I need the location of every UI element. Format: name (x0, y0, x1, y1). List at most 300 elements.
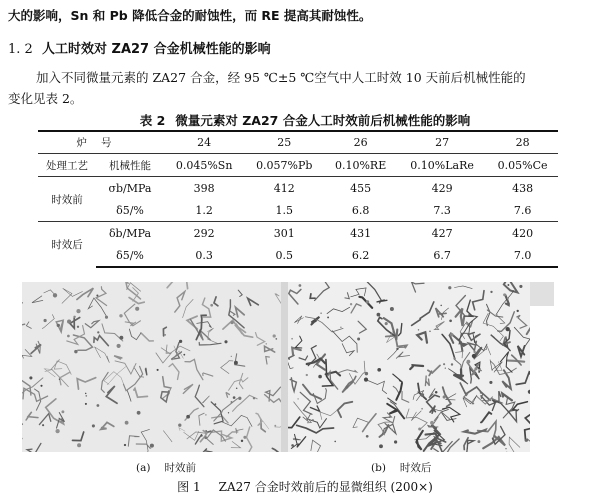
furnace-number: 28 (487, 131, 558, 154)
table-treatment-row (38, 154, 558, 177)
precipitate-dot (61, 410, 64, 413)
grain-boundary (129, 298, 144, 304)
precipitate-dot (273, 334, 276, 337)
grain-boundary (39, 414, 50, 425)
furnace-number: 24 (164, 131, 244, 154)
grain-boundary (202, 298, 210, 317)
grain-boundary (393, 374, 403, 382)
grain-boundary (320, 410, 337, 419)
value-cell: 7.3 (433, 203, 451, 217)
grain-boundary (428, 365, 440, 373)
grain-boundary (167, 282, 187, 289)
precipitate-dot (477, 440, 480, 443)
precipitate-dot (306, 374, 308, 376)
precipitate-dot (291, 338, 293, 340)
value-cell: 6.2 (324, 244, 397, 267)
grain-boundary (293, 438, 301, 440)
precipitate-dot (231, 401, 233, 403)
precipitate-dot (435, 391, 438, 394)
grain-boundary (202, 396, 209, 403)
grain-boundary (294, 316, 303, 324)
grain-boundary (338, 402, 353, 417)
subcaption-b (371, 460, 431, 475)
grain-boundary (169, 364, 179, 380)
grain-boundary (256, 333, 265, 346)
grain-boundary (412, 302, 434, 326)
precipitate-dot (55, 429, 59, 433)
precipitate-dot (53, 293, 57, 297)
precipitate-dot (77, 443, 81, 447)
grain-boundary (315, 282, 330, 301)
precipitate-dot (204, 436, 207, 439)
precipitate-dot (92, 424, 95, 427)
grain-boundary (377, 300, 387, 302)
grain-boundary (199, 343, 221, 346)
precipitate-dot (157, 369, 159, 371)
grain-boundary (44, 290, 54, 293)
subcaption-b-label: 时效后 (399, 462, 432, 474)
grain-boundary (127, 390, 131, 401)
precipitate-dot (275, 338, 277, 340)
precipitate-dot (205, 414, 206, 415)
grain-boundary (342, 376, 356, 392)
precipitate-dot (528, 390, 530, 394)
grain-boundary (183, 384, 193, 393)
precipitate-dot (43, 319, 46, 322)
grain-boundary (134, 389, 148, 398)
grain-boundary (481, 412, 491, 422)
grain-boundary (101, 422, 114, 429)
grain-boundary (73, 432, 84, 441)
mechanical-properties-table (38, 130, 558, 268)
grain-boundary (114, 356, 122, 359)
precipitate-dot (366, 300, 369, 303)
precipitate-dot (291, 444, 294, 447)
value-cell: 455 (324, 177, 397, 200)
precipitate-dot (124, 444, 126, 446)
value-cell: 7.0 (487, 244, 558, 267)
grain-boundary (518, 346, 525, 357)
figure-title: ZA27 合金时效前后的显微组织 (200×) (218, 480, 433, 494)
precipitate-dot (377, 368, 381, 372)
treatment-cell: 0.10%LaRe (397, 154, 487, 177)
precipitate-dot (420, 393, 424, 397)
precipitate-dot (224, 340, 227, 343)
grain-boundary (496, 315, 505, 324)
grain-boundary (199, 413, 204, 425)
grain-boundary (230, 311, 235, 315)
precipitate-dot (266, 343, 267, 344)
precipitate-dot (297, 398, 298, 399)
precipitate-dot (505, 448, 507, 450)
grain-boundary (85, 321, 99, 328)
precipitate-dot (228, 412, 229, 413)
table-row (38, 177, 558, 200)
precipitate-dot (365, 372, 368, 375)
precipitate-dot (445, 368, 446, 369)
grain-boundary (345, 293, 349, 299)
grain-boundary (383, 413, 394, 423)
grain-boundary (27, 443, 41, 452)
grain-boundary (307, 419, 327, 428)
subcaption-a-tag: (a) (136, 462, 151, 474)
precipitate-dot (57, 324, 60, 327)
table-title: 微量元素对 ZA27 合金人工时效前后机械性能的影响 (175, 113, 471, 128)
grain-boundary (425, 376, 429, 386)
grain-boundary (238, 290, 242, 296)
group-label: 时效前 (38, 177, 96, 222)
grain-boundary (156, 345, 171, 363)
precipitate-dot (67, 335, 70, 338)
grain-boundary (366, 380, 386, 394)
paragraph-line-1: 加入不同微量元素的 ZA27 合金，经 95 ℃±5 ℃空气中人工时效 10 天前后机械性能的 (36, 70, 526, 85)
value-cell: 6.8 (351, 203, 370, 217)
grain-boundary (185, 408, 198, 420)
grain-boundary (410, 365, 423, 369)
grain-boundary (310, 440, 321, 452)
grain-boundary (441, 410, 456, 421)
grain-boundary (229, 378, 248, 391)
precipitate-dot (201, 435, 203, 437)
grain-boundary (289, 289, 301, 304)
treatment-cell: 0.057%Pb (244, 154, 324, 177)
grain-boundary (442, 334, 455, 359)
precipitate-dot (474, 367, 477, 370)
grain-boundary (297, 437, 306, 448)
grain-boundary (23, 388, 48, 401)
grain-boundary (141, 333, 153, 341)
grain-boundary (32, 296, 43, 303)
value-cell: 1.2 (195, 203, 213, 217)
header-property: 机械性能 (96, 154, 164, 177)
precipitate-dot (137, 411, 141, 415)
subcaption-b-tag: (b) (371, 462, 386, 474)
micrograph-before-aging (22, 282, 281, 452)
grain-boundary (203, 373, 213, 376)
grain-boundary (527, 328, 530, 334)
table-label: 表 2 (139, 113, 166, 128)
group-label: 时效后 (38, 222, 96, 268)
precipitate-dot (489, 381, 492, 384)
grain-boundary (454, 286, 472, 289)
precipitate-dot (150, 444, 154, 448)
precipitate-dot (440, 305, 442, 307)
precipitate-dot (312, 419, 314, 421)
precipitate-dot (29, 376, 32, 379)
grain-boundary (197, 322, 212, 328)
grain-boundary (363, 414, 376, 432)
precipitate-dot (299, 284, 302, 287)
treatment-cell: 0.045%Sn (164, 154, 244, 177)
precipitate-dot (231, 356, 232, 357)
precipitate-dot (472, 354, 476, 358)
grain-boundary (44, 369, 55, 377)
precipitate-dot (377, 313, 381, 317)
furnace-number: 25 (244, 131, 324, 154)
grain-boundary (464, 430, 485, 434)
precipitate-dot (389, 416, 391, 418)
precipitate-dot (186, 415, 190, 419)
precipitate-dot (241, 440, 243, 442)
property-cell: δ5/% (96, 244, 164, 267)
precipitate-dot (318, 375, 322, 379)
grain-boundary (200, 449, 212, 453)
grain-boundary (504, 282, 518, 293)
precipitate-dot (394, 440, 397, 443)
precipitate-dot (473, 351, 475, 353)
value-cell: 412 (244, 177, 324, 200)
precipitate-dot (238, 397, 241, 400)
precipitate-dot (517, 310, 519, 312)
grain-boundary (454, 369, 464, 379)
table-caption (0, 111, 610, 129)
precipitate-dot (340, 327, 342, 329)
grain-boundary (226, 392, 229, 397)
value-cell: 420 (487, 222, 558, 245)
precipitate-dot (466, 360, 470, 364)
value-cell: 6.7 (397, 244, 487, 267)
grain-boundary (208, 328, 218, 344)
grain-boundary (516, 372, 530, 385)
precipitate-dot (507, 298, 509, 300)
grain-boundary (77, 288, 93, 299)
grain-boundary (455, 352, 462, 358)
grain-boundary (266, 357, 270, 364)
grain-boundary (491, 362, 516, 375)
precipitate-dot (119, 314, 122, 317)
table-row (38, 199, 558, 222)
precipitate-dot (85, 403, 87, 405)
grain-boundary (366, 282, 381, 303)
precipitate-dot (453, 357, 455, 359)
precipitate-dot (59, 379, 60, 380)
precipitate-dot (233, 396, 236, 399)
precipitate-dot (234, 361, 238, 365)
precipitate-dot (443, 395, 446, 398)
value-cell: 431 (324, 222, 397, 245)
precipitate-dot (396, 348, 398, 350)
property-cell: σb/MPa (96, 177, 164, 200)
precipitate-dot (215, 403, 217, 405)
grain-boundary (183, 299, 194, 317)
value-cell: 0.5 (244, 244, 324, 267)
grain-boundary (338, 370, 357, 373)
grain-boundary (226, 432, 238, 437)
property-cell: δ5/% (116, 203, 144, 217)
precipitate-dot (525, 439, 528, 442)
grain-boundary (292, 348, 301, 355)
subcaption-a-label: 时效前 (164, 462, 196, 474)
precipitate-dot (507, 284, 509, 286)
grain-boundary (327, 307, 350, 313)
precipitate-dot (76, 309, 80, 313)
precipitate-dot (135, 307, 139, 311)
section-heading (8, 38, 271, 57)
precipitate-dot (42, 424, 44, 426)
precipitate-dot (334, 441, 336, 443)
value-cell: 301 (244, 222, 324, 245)
grain-boundary (342, 344, 354, 356)
precipitate-dot (97, 331, 99, 333)
grain-boundary (62, 288, 83, 303)
grain-boundary (417, 332, 427, 343)
grain-boundary (508, 410, 518, 422)
precipitate-dot (490, 291, 492, 293)
grain-boundary (297, 425, 334, 433)
precipitate-dot (179, 340, 182, 343)
grain-boundary (26, 322, 31, 329)
precipitate-dot (253, 397, 255, 399)
precipitate-dot (210, 304, 213, 307)
grain-boundary (126, 282, 141, 299)
table-header-row (38, 131, 558, 154)
precipitate-dot (117, 344, 121, 348)
grain-boundary (487, 304, 491, 325)
precipitate-dot (429, 330, 431, 332)
grain-boundary (246, 427, 252, 452)
value-cell: 427 (397, 222, 487, 245)
precipitate-dot (67, 320, 71, 324)
grain-boundary (467, 440, 474, 452)
precipitate-dot (449, 319, 452, 322)
precipitate-dot (96, 294, 98, 296)
grain-boundary (288, 355, 294, 359)
grain-boundary (129, 329, 140, 340)
figure-label: 图 1 (177, 480, 201, 494)
grain-boundary (179, 428, 185, 432)
value-cell: 7.6 (513, 203, 532, 217)
grain-boundary (399, 324, 402, 336)
grain-boundary (402, 392, 409, 403)
grain-boundary (95, 347, 110, 363)
grain-boundary (514, 327, 530, 347)
precipitate-dot (503, 293, 506, 296)
grain-boundary (300, 392, 312, 414)
grain-boundary (236, 307, 245, 317)
grain-boundary (94, 336, 109, 346)
precipitate-dot (320, 312, 322, 314)
precipitate-dot (85, 393, 87, 395)
grain-boundary (307, 359, 325, 364)
precipitate-dot (357, 338, 360, 341)
paragraph-line-2: 变化见表 2。 (8, 91, 83, 106)
precipitate-dot (451, 363, 453, 365)
value-cell: 398 (164, 177, 244, 200)
precipitate-dot (85, 395, 87, 397)
grain-boundary (435, 322, 445, 330)
figure-caption (0, 478, 610, 495)
grain-boundary (265, 346, 275, 352)
furnace-number: 27 (397, 131, 487, 154)
grain-boundary (175, 292, 185, 313)
precipitate-dot (450, 333, 454, 337)
section-number: 1. 2 (8, 42, 33, 57)
subcaption-a (136, 460, 196, 475)
precipitate-dot (421, 408, 423, 410)
grain-boundary (236, 428, 243, 434)
grain-boundary (128, 436, 139, 446)
micrograph-after-aging (288, 282, 530, 452)
precipitate-dot (60, 420, 62, 422)
value-cell: 1.5 (275, 203, 294, 217)
precipitate-dot (125, 421, 129, 425)
image-edge-patch (530, 282, 554, 306)
grain-boundary (141, 429, 149, 452)
header-furnace: 炉号 (38, 131, 164, 154)
grain-boundary (295, 336, 302, 348)
grain-boundary (231, 442, 240, 448)
grain-boundary (195, 385, 204, 407)
grain-boundary (214, 297, 218, 306)
grain-boundary (456, 296, 465, 315)
grain-boundary (136, 444, 151, 448)
grain-boundary (525, 413, 530, 441)
grain-boundary (221, 361, 233, 374)
precipitate-dot (519, 285, 522, 288)
grain-boundary (106, 386, 117, 403)
grain-boundary (163, 431, 172, 442)
grain-boundary (115, 361, 136, 374)
grain-boundary (396, 352, 409, 359)
grain-boundary (358, 321, 366, 333)
grain-boundary (299, 356, 307, 360)
precipitate-dot (231, 321, 234, 324)
table-row (38, 244, 558, 267)
treatment-cell: 0.10%RE (324, 154, 397, 177)
precipitate-dot (164, 334, 166, 336)
grain-boundary (101, 372, 108, 392)
furnace-number: 26 (324, 131, 397, 154)
table-row (38, 222, 558, 245)
grain-boundary (88, 298, 107, 317)
precipitate-dot (77, 326, 79, 328)
precipitate-dot (418, 329, 419, 330)
grain-boundary (351, 288, 366, 297)
grain-boundary (517, 315, 527, 328)
precipitate-dot (183, 354, 185, 356)
grain-boundary (416, 431, 423, 450)
value-cell: 0.3 (164, 244, 244, 267)
treatment-cell: 0.05%Ce (487, 154, 558, 177)
header-process: 处理工艺 (38, 154, 96, 177)
section-title: 人工时效对 ZA27 合金机械性能的影响 (42, 42, 271, 57)
grain-boundary (288, 360, 293, 368)
precipitate-dot (430, 421, 434, 425)
precipitate-dot (479, 369, 481, 371)
precipitate-dot (350, 303, 352, 305)
precipitate-dot (418, 427, 421, 430)
grain-boundary (507, 361, 524, 362)
precipitate-dot (448, 286, 451, 289)
precipitate-dot (327, 316, 329, 318)
value-cell: 292 (164, 222, 244, 245)
precipitate-dot (236, 388, 238, 390)
grain-boundary (290, 378, 296, 391)
grain-boundary (310, 406, 319, 411)
precipitate-dot (385, 322, 388, 325)
precipitate-dot (243, 436, 246, 439)
grain-boundary (22, 350, 32, 359)
grain-boundary (436, 308, 447, 318)
grain-boundary (310, 294, 315, 298)
grain-boundary (163, 377, 170, 388)
precipitate-dot (443, 363, 445, 365)
precipitate-dot (364, 378, 368, 382)
precipitate-dot (73, 316, 75, 318)
grain-boundary (396, 383, 402, 400)
precipitate-dot (506, 327, 510, 331)
precipitate-dot (345, 386, 348, 389)
